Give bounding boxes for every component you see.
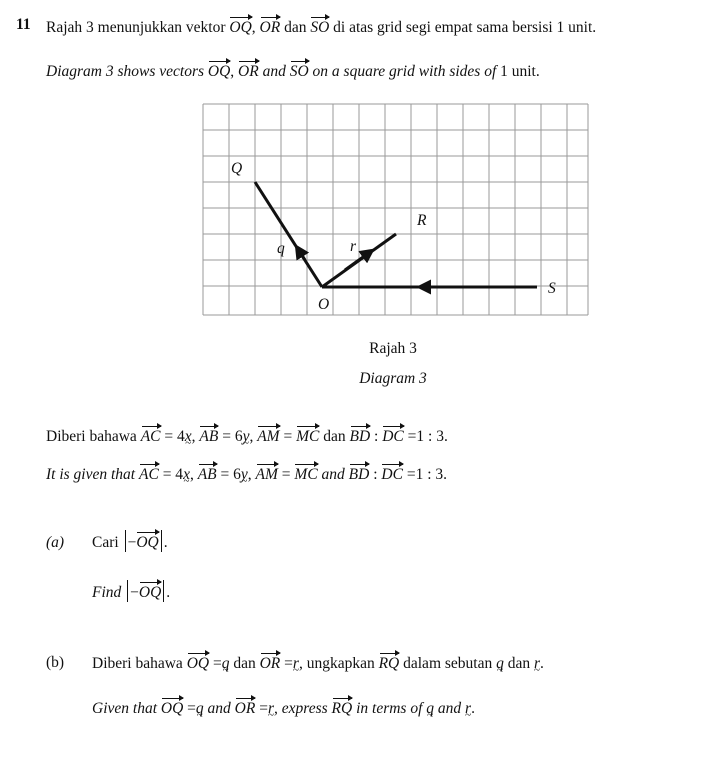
- vec-r2-b: r ~: [534, 655, 540, 673]
- given-en-ratio: =1 : 3.: [406, 466, 448, 483]
- vector-oq-arrow: [298, 249, 305, 260]
- vec-dc: DC: [382, 425, 404, 446]
- vec-am: AM: [257, 425, 279, 446]
- vec-so-en: SO: [290, 60, 309, 81]
- vector-or-arrow: [345, 252, 370, 270]
- vec-am-en: AM: [256, 463, 278, 484]
- given-en-eq3: =: [281, 466, 291, 483]
- given-en-colon: :: [373, 466, 378, 483]
- vec-mc: MC: [296, 425, 319, 446]
- given-ms-prefix: Diberi bahawa: [46, 428, 137, 445]
- label-q-vector: q: [277, 240, 285, 257]
- stem-en-suffix-plain: 1 unit.: [500, 63, 540, 80]
- given-ms-eq2: = 6: [222, 428, 243, 445]
- part-b-en-and1: and: [207, 700, 231, 717]
- label-o-point: O: [318, 296, 330, 313]
- stem-ms-prefix: Rajah 3 menunjukkan vektor: [46, 19, 226, 36]
- part-b-ms-dan1: dan: [233, 655, 256, 672]
- part-b-en-eq2: =: [259, 700, 268, 717]
- given-ms-colon: :: [374, 428, 379, 445]
- part-b-malay: [92, 652, 544, 673]
- label-s-point: S: [548, 280, 556, 297]
- vec-oq-b-en: OQ: [161, 697, 183, 718]
- part-a-english: [92, 580, 170, 602]
- given-en-prefix: It is given that: [46, 466, 136, 483]
- vec-mc-en: MC: [294, 463, 317, 484]
- label-q-point: Q: [231, 160, 243, 177]
- part-b-en-eq1: =: [187, 700, 196, 717]
- part-a-neg: −: [127, 534, 137, 551]
- given-ms-ratio: =1 : 3.: [407, 428, 448, 445]
- vec-dc-en: DC: [381, 463, 403, 484]
- vec-x-en: x ~: [183, 466, 190, 484]
- part-b-english: [92, 697, 475, 718]
- part-a-end: .: [163, 534, 168, 551]
- vec-y-en: y ~: [241, 466, 248, 484]
- stem-en-and: and: [262, 63, 286, 80]
- caption-rajah: Rajah 3: [369, 340, 417, 357]
- label-r-point: R: [417, 212, 427, 229]
- part-a-end-en: .: [166, 584, 171, 601]
- given-malay: Diberi bahawa AC = 4x ~, AB = 6y ~, AM = MC dan BD : DC =1 : 3.: [46, 425, 448, 446]
- vec-q-b-en: q ~: [196, 700, 204, 718]
- vec-ab: AB: [199, 425, 218, 446]
- vec-or-b: OR: [260, 652, 281, 673]
- vec-or: OR: [260, 16, 281, 37]
- part-a-malay: [92, 530, 168, 552]
- part-b-ms-dan2: dan: [507, 655, 531, 672]
- label-r-vector: r: [350, 238, 357, 255]
- stem-en-suffix: on a square grid with sides of: [312, 63, 497, 80]
- vec-ab-en: AB: [198, 463, 217, 484]
- vec-or-b-en: OR: [235, 697, 256, 718]
- stem-ms-sep: ,: [251, 19, 256, 36]
- vec-oq-a: OQ: [136, 531, 158, 552]
- part-b-ms-eq1: =: [212, 655, 222, 672]
- vec-x: x ~: [185, 428, 192, 446]
- given-en-eq1: = 4: [162, 466, 184, 483]
- given-ms-eq3: =: [283, 428, 293, 445]
- square-grid: [203, 104, 588, 315]
- vec-q2-b: q ~: [496, 655, 504, 673]
- part-a-label: (a): [46, 534, 65, 551]
- question-number: 11: [16, 16, 31, 33]
- part-b-ms-mid: , ungkapkan: [298, 655, 375, 672]
- vec-r2-b-en: r ~: [465, 700, 471, 718]
- given-ms-dan: dan: [323, 428, 346, 445]
- given-en-and: and: [321, 466, 345, 483]
- vec-y: y ~: [243, 428, 250, 446]
- vec-ac: AC: [141, 425, 161, 446]
- part-b-ms-prefix: Diberi bahawa: [92, 655, 183, 672]
- vec-oq-en: OQ: [208, 60, 230, 81]
- vec-r-b-en: r ~: [268, 700, 274, 718]
- stem-en-sep: ,: [230, 63, 235, 80]
- part-b-label: (b): [46, 654, 65, 671]
- stem-ms-suffix: di atas grid segi empat sama bersisi 1 unit.: [333, 19, 597, 36]
- part-b-ms-eq2: =: [284, 655, 293, 672]
- vec-ac-en: AC: [139, 463, 159, 484]
- part-b-en-and2: and: [437, 700, 462, 717]
- vec-rq-b: RQ: [379, 652, 400, 673]
- part-a-en-text: Find: [92, 584, 122, 601]
- vec-q-b: q ~: [222, 655, 230, 673]
- part-b-en-mid: , express: [273, 700, 328, 717]
- vec-oq-a-en: OQ: [139, 581, 161, 602]
- part-b-en-prefix: Given that: [92, 700, 157, 717]
- part-b-en-mid2: in terms of: [356, 700, 423, 717]
- given-ms-eq1: = 4: [164, 428, 185, 445]
- part-a-ms-text: Cari: [92, 534, 119, 551]
- vec-so: SO: [310, 16, 329, 37]
- given-english: It is given that AC = 4x ~, AB = 6y ~, AM = MC and BD : DC =1 : 3.: [46, 463, 447, 484]
- caption-diagram: Diagram 3: [359, 370, 427, 387]
- vec-rq-b-en: RQ: [332, 697, 353, 718]
- part-b-en-end: .: [471, 700, 475, 717]
- stem-en-prefix: Diagram 3 shows vectors: [46, 63, 205, 80]
- vec-oq-b: OQ: [187, 652, 209, 673]
- given-en-eq2: = 6: [220, 466, 241, 483]
- stem-ms-dan: dan: [284, 19, 307, 36]
- vec-bd: BD: [350, 425, 371, 446]
- vec-q2-b-en: q ~: [426, 700, 434, 718]
- vec-bd-en: BD: [349, 463, 370, 484]
- vec-oq: OQ: [229, 16, 251, 37]
- part-b-ms-end: .: [540, 655, 544, 672]
- vec-r-b: r ~: [293, 655, 299, 673]
- part-a-neg-en: −: [130, 584, 139, 601]
- part-b-ms-mid2: dalam sebutan: [403, 655, 493, 672]
- vec-or-en: OR: [238, 60, 259, 81]
